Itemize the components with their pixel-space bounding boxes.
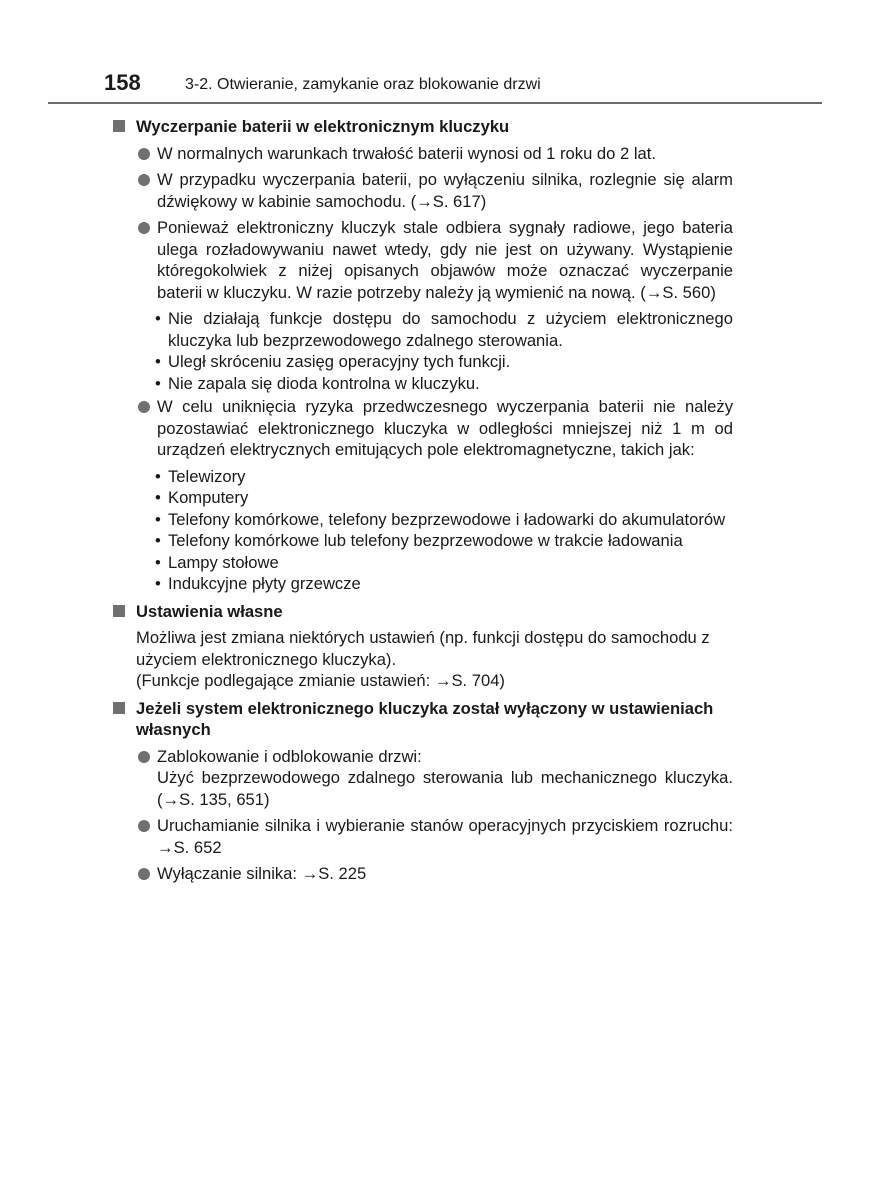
- bullet-dot: •: [155, 373, 161, 393]
- sublist: [0, 466, 877, 595]
- circle-icon: [138, 401, 150, 413]
- sublist: [0, 308, 877, 394]
- header-divider: [48, 102, 822, 104]
- sublist-item: [155, 509, 733, 531]
- sublist-item-text: Nie zapala się dioda kontrolna w kluczyku.: [168, 373, 480, 393]
- section-title: [136, 116, 736, 138]
- square-icon: [113, 605, 125, 617]
- sublist-item-text: Lampy stołowe: [168, 552, 279, 572]
- section-title: [136, 698, 736, 741]
- sublist-item: [155, 552, 733, 574]
- section-path: 3-2. Otwieranie, zamykanie oraz blokowanie drzwi: [185, 76, 541, 93]
- section-title-text: Wyczerpanie baterii w elektronicznym kluczyku: [136, 117, 510, 136]
- circle-icon: [138, 222, 150, 234]
- circle-icon: [138, 751, 150, 763]
- section-body: [136, 627, 733, 692]
- sublist-item-text: Indukcyjne płyty grzewcze: [168, 574, 361, 593]
- section-battery: [0, 116, 877, 595]
- sublist-item: [155, 573, 733, 595]
- sublist-item: [155, 487, 733, 509]
- page-content: [0, 116, 877, 891]
- item-line: Uruchamianie silnika i wybieranie stanów operacyjnych przyciskiem rozruchu: →S. 652: [157, 816, 733, 857]
- body-line: (Funkcje podlegające zmianie ustawień: →S. 704): [136, 671, 505, 690]
- list-item: [157, 746, 733, 811]
- sublist-item-text: Telefony komórkowe lub telefony bezprzewodowe w trakcie ładowania: [168, 531, 683, 550]
- sublist-item-text: Komputery: [168, 488, 249, 507]
- item-line: Użyć bezprzewodowego zdalnego sterowania lub mechanicznego kluczyka. (→S. 135, 651): [157, 768, 733, 809]
- page-header: [0, 0, 877, 110]
- sublist-item: [155, 308, 733, 351]
- item-text: W normalnych warunkach trwałość baterii wynosi od 1 roku do 2 lat.: [157, 143, 656, 163]
- list-item: [157, 143, 733, 165]
- list-item: [157, 217, 733, 303]
- section-custom-settings: [0, 601, 877, 692]
- bullet-dot: •: [155, 531, 161, 550]
- item-text: Ponieważ elektroniczny kluczyk stale odbiera sygnały radiowe, jego bateria ulega rozładowywaniu nawet wtedy, gdy nie jest on używany. Wystąpienie któregokolwiek z niżej opisanych objawów może oznaczać wyczerpanie baterii w kluczyku. W razie potrzeby należy ją wymienić na nową. (→S. 560): [157, 218, 733, 302]
- square-icon: [113, 120, 125, 132]
- body-line: Możliwa jest zmiana niektórych ustawień (np. funkcji dostępu do samochodu z użyciem elektronicznego kluczyka).: [136, 628, 710, 669]
- list-item: [157, 815, 733, 858]
- item-text: W celu uniknięcia ryzyka przedwczesnego wyczerpania baterii nie należy pozostawiać elektronicznego kluczyka w odległości mniejszej niż 1 m od urządzeń elektrycznych emitujących pole elektromagnetyczne, takich jak:: [157, 397, 733, 459]
- section-title-text: Ustawienia własne: [136, 601, 283, 621]
- list-item: [157, 169, 733, 212]
- section-system-disabled: [0, 698, 877, 885]
- sublist-item: [155, 351, 733, 373]
- sublist-item-text: Uległ skróceniu zasięg operacyjny tych funkcji.: [168, 352, 511, 371]
- page-number: 158: [104, 70, 141, 95]
- bullet-dot: •: [155, 509, 161, 529]
- sublist-item-text: Nie działają funkcje dostępu do samochodu z użyciem elektronicznego kluczyka lub bezprzewodowego zdalnego sterowania.: [168, 309, 733, 350]
- section-title: [136, 601, 736, 623]
- sublist-item-text: Telewizory: [168, 466, 246, 486]
- circle-icon: [138, 148, 150, 160]
- item-text: W przypadku wyczerpania baterii, po wyłączeniu silnika, rozlegnie się alarm dźwiękowy w kabinie samochodu. (→S. 617): [157, 170, 733, 211]
- list-item: [157, 863, 733, 885]
- bullet-dot: •: [155, 309, 161, 328]
- sublist-item-text: Telefony komórkowe, telefony bezprzewodowe i ładowarki do akumulatorów: [168, 509, 726, 529]
- sublist-item: [155, 466, 733, 488]
- item-line: Wyłączanie silnika: →S. 225: [157, 864, 367, 883]
- list-item: [157, 396, 733, 461]
- bullet-dot: •: [155, 466, 161, 486]
- bullet-dot: •: [155, 574, 161, 593]
- bullet-dot: •: [155, 352, 161, 371]
- sublist-item: [155, 373, 733, 395]
- square-icon: [113, 702, 125, 714]
- bullet-dot: •: [155, 552, 161, 572]
- circle-icon: [138, 820, 150, 832]
- item-line: Zablokowanie i odblokowanie drzwi:: [157, 746, 422, 766]
- circle-icon: [138, 174, 150, 186]
- sublist-item: [155, 530, 733, 552]
- bullet-dot: •: [155, 488, 161, 507]
- section-title-text: Jeżeli system elektronicznego kluczyka został wyłączony w ustawieniach własnych: [136, 698, 714, 739]
- circle-icon: [138, 868, 150, 880]
